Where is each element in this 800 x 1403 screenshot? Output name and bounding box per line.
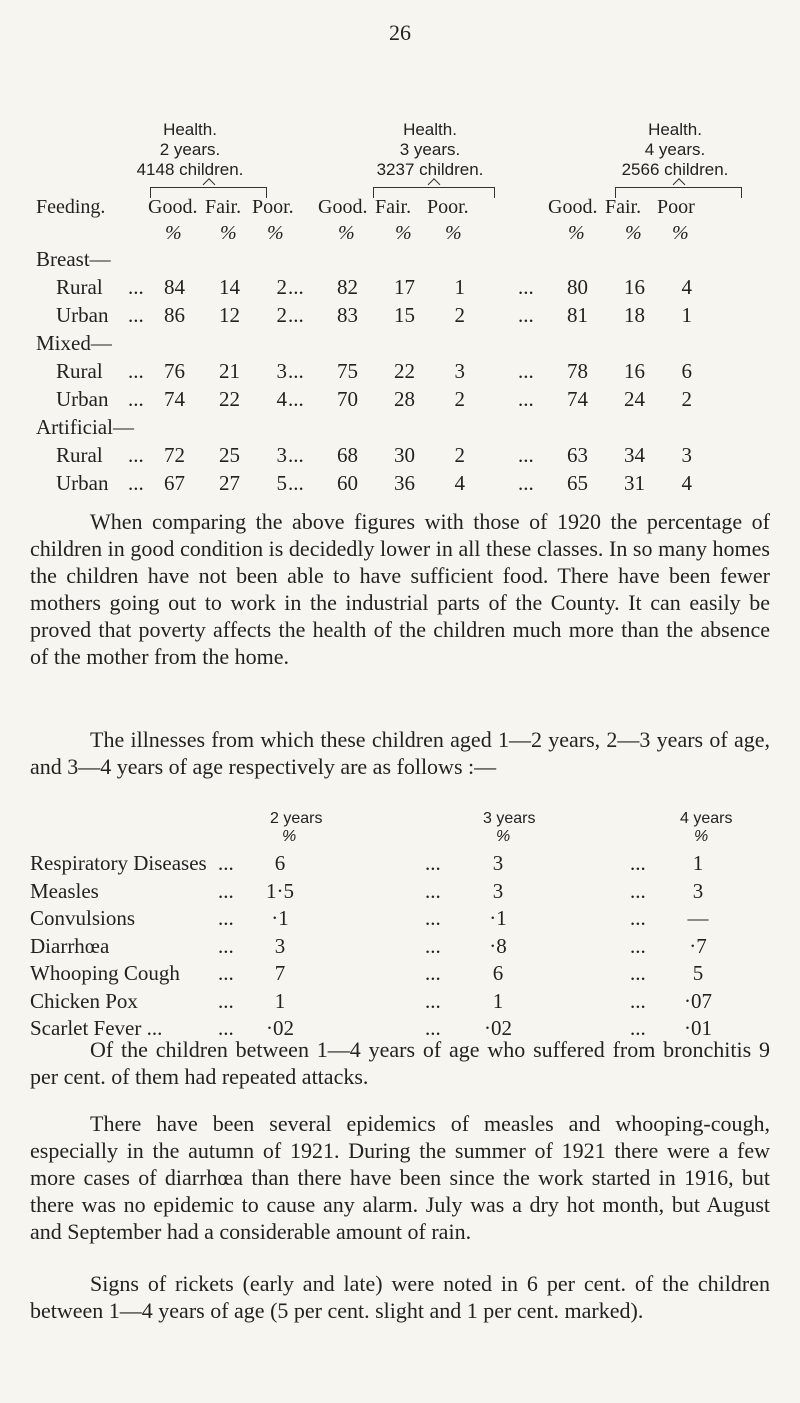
percent-sign: %	[694, 828, 709, 845]
table-cell: 75	[337, 359, 358, 383]
leader-dots: ...	[218, 851, 234, 875]
paragraph-illnesses-intro: The illnesses from which these children aged 1—2 years, 2—3 years of age, and 3—4 years of age respectively are as follows :—	[30, 727, 770, 779]
table-cell: 70	[337, 387, 358, 411]
section-label: Breast—	[36, 247, 111, 271]
table-cell: 25	[219, 443, 240, 467]
leader-dots: ...	[630, 988, 646, 1013]
col-fair: Fair.	[605, 196, 642, 218]
leader-dots: ...	[518, 443, 534, 467]
col-fair: Fair.	[205, 196, 242, 218]
table-cell: 74	[567, 387, 588, 411]
percent-sign: %	[165, 222, 182, 244]
leader-dots: ...	[218, 878, 234, 903]
leader-dots: ...	[128, 359, 144, 383]
table-cell: 36	[394, 471, 415, 495]
page-number: 26	[389, 20, 411, 45]
leader-dots: ...	[288, 443, 304, 467]
table-cell: 3	[454, 359, 465, 383]
illness-value: 5	[692, 961, 704, 985]
table-cell: 84	[164, 275, 185, 299]
leader-dots: ...	[128, 443, 144, 467]
leader-dots: ...	[218, 988, 234, 1013]
percent-sign: %	[625, 222, 642, 244]
table-cell: 3	[681, 443, 692, 467]
illness-value: 3	[274, 933, 286, 958]
table-cell: 2	[454, 443, 465, 467]
table-cell: 3	[276, 359, 287, 383]
paragraph-epidemics: There have been several epidemics of measles and whooping-cough, especially in the autumn of 1921. During the summer of 1921 there were a few more cases of diarrhœa than there have been since the work started in 1916, but there was no epidemic to cause any alarm. July was a dry hot month, but August and September had a considerable amount of rain.	[30, 1111, 770, 1244]
illness-value: ·8	[489, 933, 507, 958]
table-cell: 22	[394, 359, 415, 383]
table-cell: 4	[681, 471, 692, 495]
section-label: Artificial—	[36, 415, 134, 439]
percent-sign: %	[267, 222, 284, 244]
percent-sign: %	[445, 222, 462, 244]
percent-sign: %	[282, 828, 297, 845]
header-3-years: 3 years	[483, 810, 536, 827]
illness-label: Whooping Cough	[30, 961, 180, 985]
percent-sign: %	[672, 222, 689, 244]
table-cell: 16	[624, 359, 645, 383]
leader-dots: ...	[425, 851, 441, 875]
leader-dots: ...	[288, 387, 304, 411]
percent-sign: %	[220, 222, 237, 244]
leader-dots: ...	[218, 1016, 234, 1040]
table-cell: 15	[394, 303, 415, 327]
table-cell: 27	[219, 471, 240, 495]
leader-dots: ...	[630, 961, 646, 985]
header-4-years: 4 years	[680, 810, 733, 827]
illness-value: 1	[274, 988, 286, 1013]
leader-dots: ...	[288, 303, 304, 327]
table-cell: 24	[624, 387, 645, 411]
paragraph-bronchitis: Of the children between 1—4 years of age who suffered from bronchitis 9 per cent. of them had repeated attacks.	[30, 1037, 770, 1089]
leader-dots: ...	[630, 878, 646, 903]
table-cell: 34	[624, 443, 645, 467]
table-cell: 12	[219, 303, 240, 327]
leader-dots: ...	[128, 275, 144, 299]
illness-value: 6	[274, 851, 286, 875]
row-label: Rural	[56, 359, 103, 383]
row-label: Rural	[56, 275, 103, 299]
leader-dots: ...	[128, 303, 144, 327]
group-header-2-years: Health. 2 years. 4148 children.	[136, 120, 244, 179]
illness-value: 3	[692, 878, 704, 903]
illness-value: 1·5	[266, 878, 294, 903]
illness-value: 6	[492, 961, 504, 985]
leader-dots: ...	[425, 933, 441, 958]
leader-dots: ...	[630, 933, 646, 958]
leader-dots: ...	[630, 906, 646, 930]
leader-dots: ...	[288, 275, 304, 299]
illness-value: ·01	[684, 1016, 712, 1040]
table-cell: 5	[276, 471, 287, 495]
table-cell: 30	[394, 443, 415, 467]
leader-dots: ...	[425, 961, 441, 985]
table-cell: 21	[219, 359, 240, 383]
table-cell: 72	[164, 443, 185, 467]
illness-value: —	[687, 906, 709, 930]
table-cell: 60	[337, 471, 358, 495]
row-label: Rural	[56, 443, 103, 467]
paragraph-comparison: When comparing the above figures with those of 1920 the percentage of children in good condition is decidedly lower in all these classes. In so many homes the children have not been able to have sufficient food. There have been fewer mothers going out to work in the industrial parts of the County. It can easily be proved that poverty affects the health of the children much more than the absence of the mother from the home.	[30, 509, 770, 669]
group-header-3-years: Health. 3 years. 3237 children.	[376, 120, 484, 179]
table-cell: 82	[337, 275, 358, 299]
leader-dots: ...	[425, 878, 441, 903]
illness-label: Convulsions	[30, 906, 136, 930]
row-label: Urban	[56, 387, 109, 411]
col-good: Good.	[148, 196, 198, 218]
illness-label: Respiratory Diseases	[30, 851, 207, 875]
percent-sign: %	[496, 828, 511, 845]
table-cell: 16	[624, 275, 645, 299]
illness-value: ·02	[484, 1016, 512, 1040]
table-cell: 1	[454, 275, 465, 299]
group-header-4-years: Health. 4 years. 2566 children.	[621, 120, 729, 179]
percent-sign: %	[338, 222, 355, 244]
leader-dots: ...	[630, 851, 646, 875]
col-good: Good.	[548, 196, 598, 218]
leader-dots: ...	[630, 1016, 646, 1040]
paragraph-rickets: Signs of rickets (early and late) were noted in 6 per cent. of the children between 1—4 years of age (5 per cent. slight and 1 per cent. marked).	[30, 1271, 770, 1323]
illness-label: Scarlet Fever ...	[30, 1016, 163, 1040]
illness-value: 1	[692, 851, 704, 875]
table-cell: 2	[276, 275, 287, 299]
table-cell: 1	[681, 303, 692, 327]
leader-dots: ...	[218, 961, 234, 985]
col-poor: Poor.	[427, 196, 469, 218]
col-fair: Fair.	[375, 196, 412, 218]
table-cell: 4	[681, 275, 692, 299]
row-label: Urban	[56, 471, 109, 495]
table-cell: 68	[337, 443, 358, 467]
illness-value: 1	[492, 988, 504, 1013]
table-cell: 6	[681, 359, 692, 383]
illness-value: ·02	[266, 1016, 294, 1040]
illness-value: 3	[492, 878, 504, 903]
row-label: Urban	[56, 303, 109, 327]
illness-value: 7	[274, 961, 286, 985]
table-cell: 63	[567, 443, 588, 467]
illness-value: 3	[492, 851, 504, 875]
leader-dots: ...	[288, 471, 304, 495]
illness-value: ·1	[489, 906, 507, 930]
table-cell: 17	[394, 275, 415, 299]
table-cell: 80	[567, 275, 588, 299]
table-cell: 14	[219, 275, 240, 299]
illness-label: Chicken Pox	[30, 988, 138, 1013]
table-cell: 78	[567, 359, 588, 383]
table-cell: 65	[567, 471, 588, 495]
table-cell: 28	[394, 387, 415, 411]
leader-dots: ...	[518, 275, 534, 299]
table-cell: 3	[276, 443, 287, 467]
leader-dots: ...	[518, 471, 534, 495]
col-poor: Poor.	[252, 196, 294, 218]
percent-sign: %	[395, 222, 412, 244]
leader-dots: ...	[425, 906, 441, 930]
table-cell: 4	[454, 471, 465, 495]
header-2-years: 2 years	[270, 810, 323, 827]
table-cell: 2	[681, 387, 692, 411]
leader-dots: ...	[425, 988, 441, 1013]
table-cell: 31	[624, 471, 645, 495]
table-cell: 4	[276, 387, 287, 411]
table-cell: 2	[276, 303, 287, 327]
leader-dots: ...	[288, 359, 304, 383]
illness-label: Diarrhœa	[30, 933, 110, 958]
illness-value: ·1	[271, 906, 289, 930]
col-poor: Poor	[657, 196, 695, 218]
table-cell: 86	[164, 303, 185, 327]
table-cell: 22	[219, 387, 240, 411]
leader-dots: ...	[128, 471, 144, 495]
leader-dots: ...	[425, 1016, 441, 1040]
illness-value: ·7	[689, 933, 707, 958]
table-cell: 67	[164, 471, 185, 495]
percent-sign: %	[568, 222, 585, 244]
table-cell: 74	[164, 387, 185, 411]
table-cell: 2	[454, 387, 465, 411]
illness-label: Measles	[30, 878, 99, 903]
table-cell: 81	[567, 303, 588, 327]
section-label: Mixed—	[36, 331, 112, 355]
leader-dots: ...	[128, 387, 144, 411]
table-cell: 76	[164, 359, 185, 383]
leader-dots: ...	[518, 303, 534, 327]
table-cell: 2	[454, 303, 465, 327]
leader-dots: ...	[218, 933, 234, 958]
illness-value: ·07	[684, 988, 712, 1013]
col-good: Good.	[318, 196, 368, 218]
feeding-label: Feeding.	[36, 196, 106, 218]
leader-dots: ...	[518, 387, 534, 411]
leader-dots: ...	[218, 906, 234, 930]
leader-dots: ...	[518, 359, 534, 383]
table-cell: 83	[337, 303, 358, 327]
table-cell: 18	[624, 303, 645, 327]
